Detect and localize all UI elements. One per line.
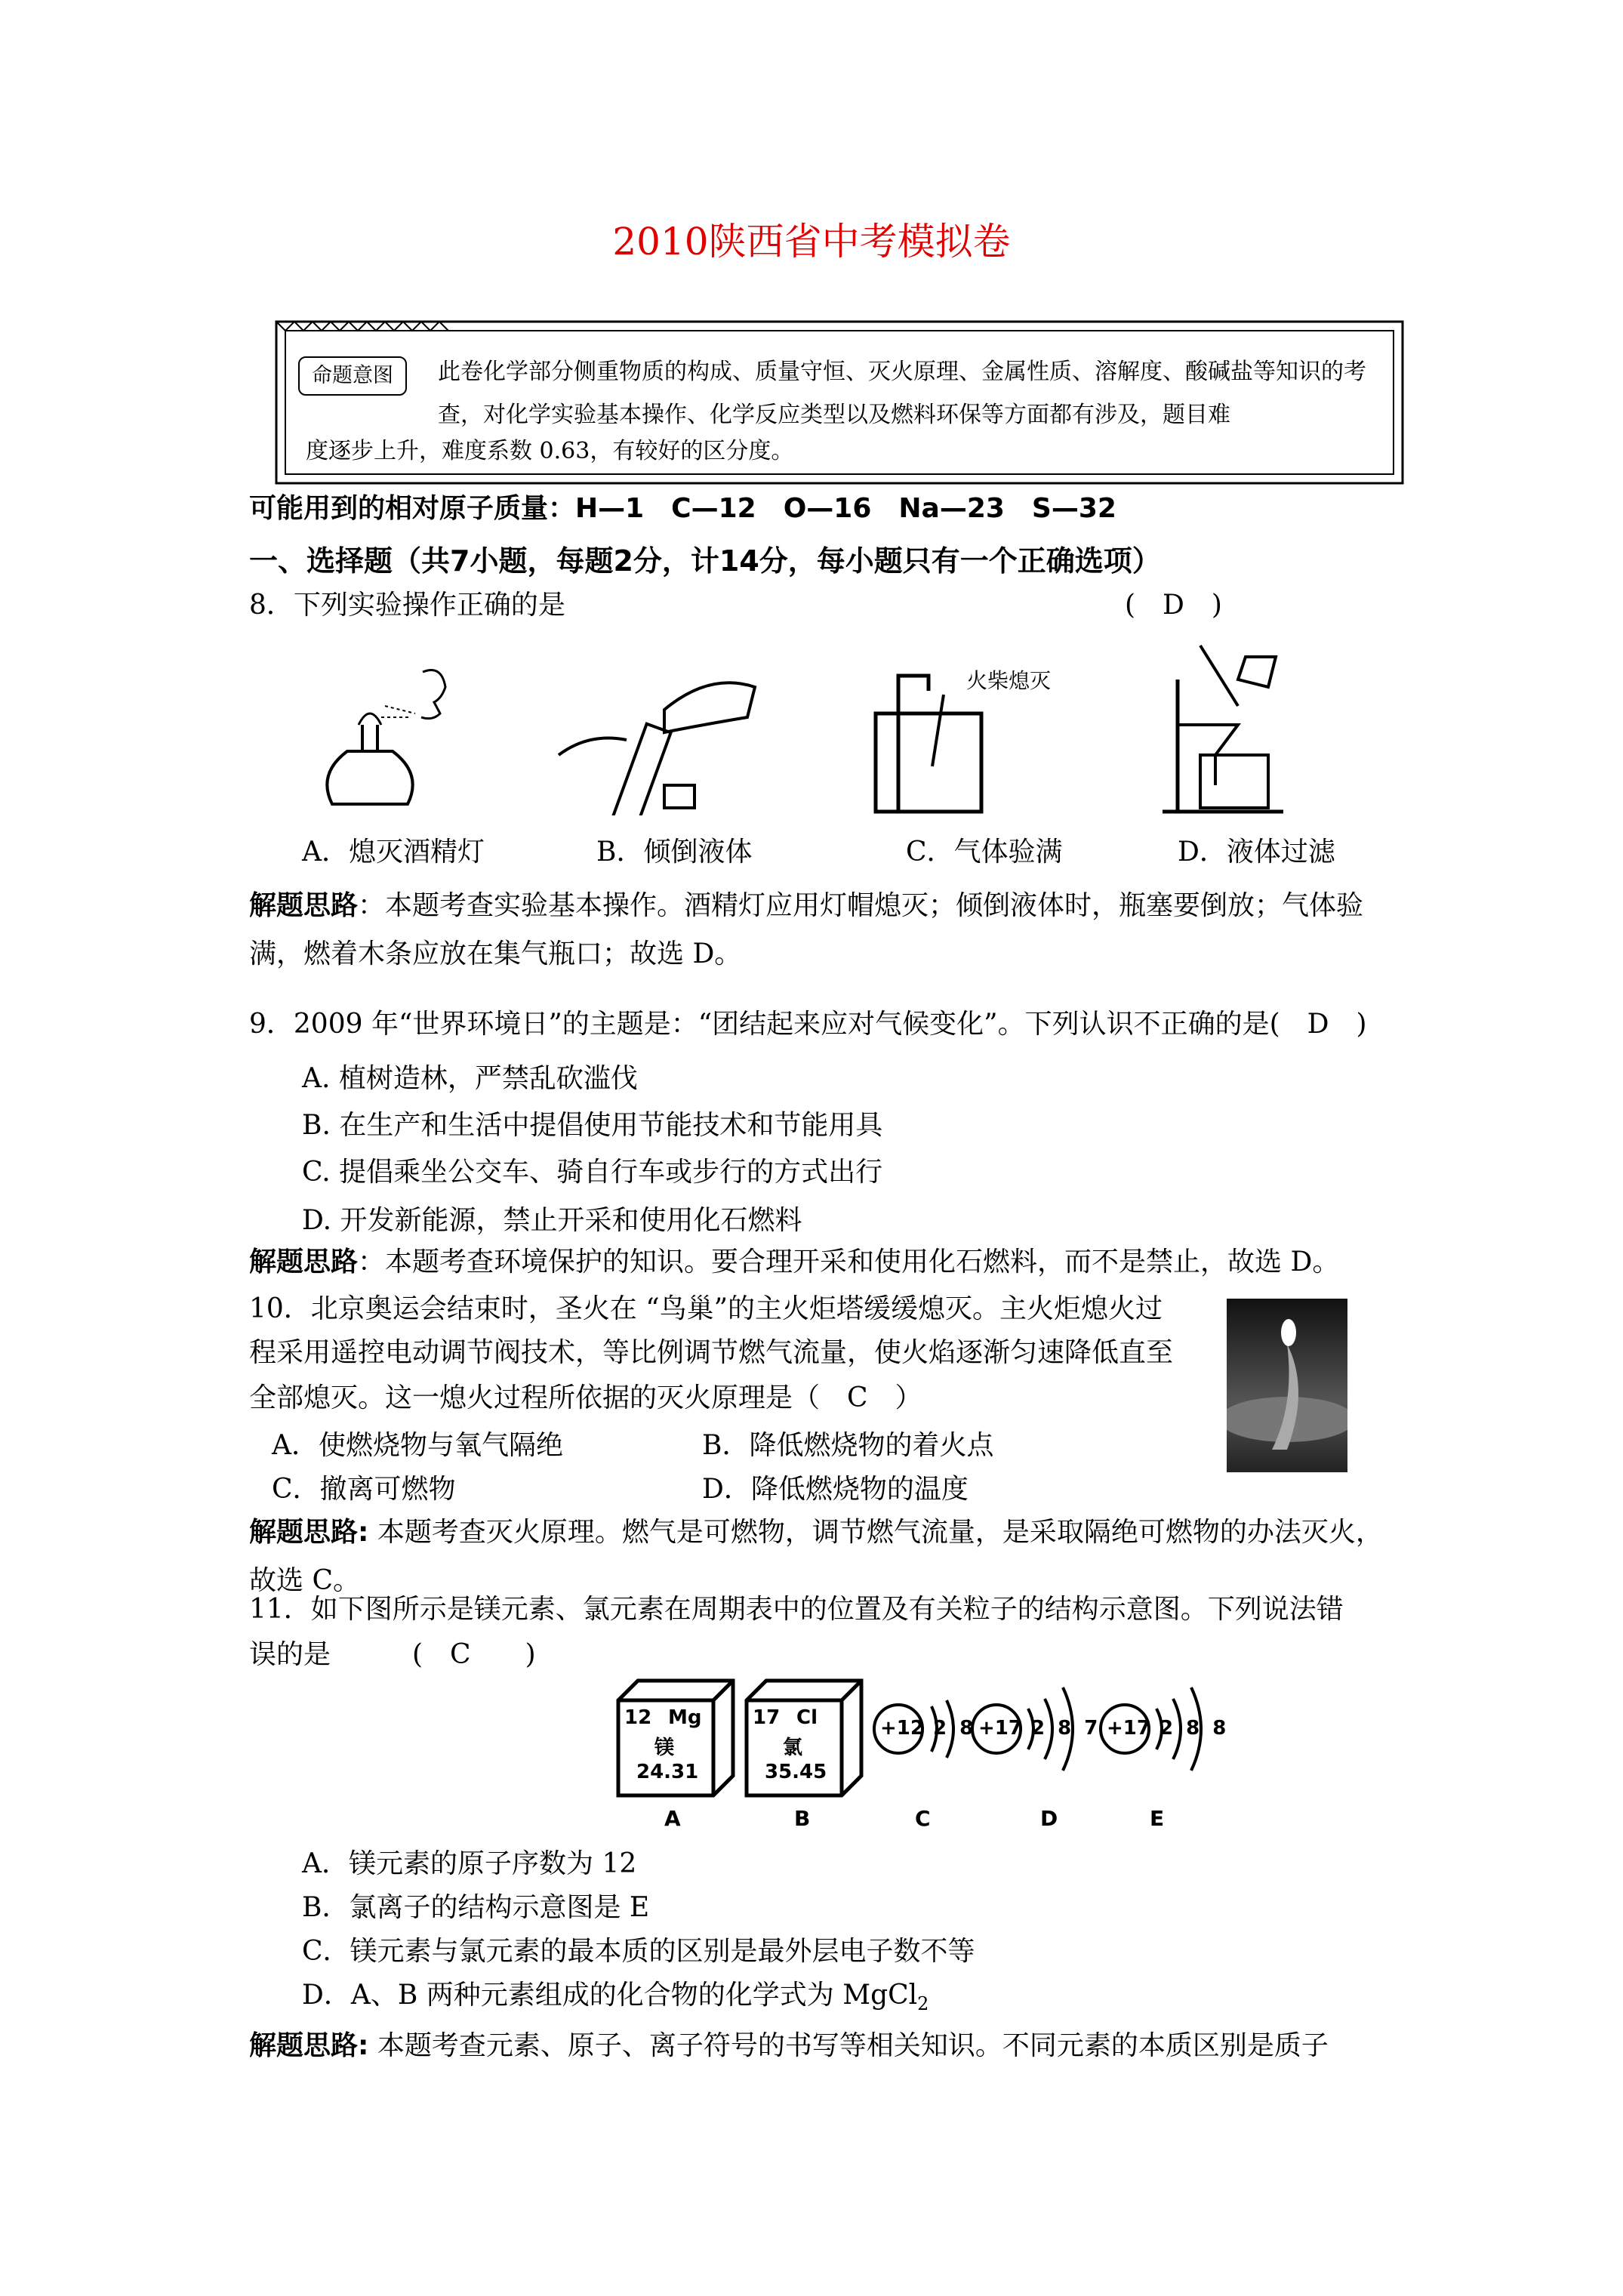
q8-solution-label: 解题思路 bbox=[249, 890, 359, 921]
q8-stem: 8．下列实验操作正确的是 bbox=[249, 590, 565, 621]
q9-solution-label: 解题思路 bbox=[249, 1247, 359, 1277]
pour-liquid-figure bbox=[544, 664, 770, 815]
q9-option-c: C. 提倡乘坐公交车、骑自行车或步行的方式出行 bbox=[302, 1157, 883, 1188]
q11-solution bbox=[249, 2029, 1329, 2063]
q8-option-c: C．气体验满 bbox=[906, 837, 1063, 868]
alcohol-lamp-figure bbox=[310, 653, 468, 819]
q11-option-b: B．氯离子的结构示意图是 E bbox=[302, 1892, 650, 1923]
atom-c-nucleus: +12 bbox=[880, 1717, 924, 1740]
section-heading: 一、选择题（共7小题，每题2分，计14分，每小题只有一个正确选项） bbox=[249, 544, 1161, 578]
mg-name: 镁 bbox=[654, 1737, 675, 1759]
q9-option-a: A. 植树造林，严禁乱砍滥伐 bbox=[302, 1063, 638, 1094]
q10-stem-line3: 全部熄灭。这一熄火过程所依据的灭火原理是（ C ） bbox=[249, 1382, 922, 1413]
q10-option-b: B．降低燃烧物的着火点 bbox=[702, 1430, 994, 1461]
page-title: 2010陕西省中考模拟卷 bbox=[612, 220, 1011, 264]
q8-solution bbox=[249, 882, 1397, 978]
atom-c-shell-counts: 2 8 bbox=[933, 1717, 974, 1740]
q10-solution bbox=[249, 1509, 1397, 1605]
atom-d-nucleus: +17 bbox=[978, 1717, 1022, 1740]
q11-solution-label: 解题思路: bbox=[249, 2030, 369, 2061]
mg-mass: 24.31 bbox=[636, 1761, 699, 1783]
cl-number: 17 bbox=[753, 1706, 781, 1729]
q9-option-b: B. 在生产和生活中提倡使用节能技术和节能用具 bbox=[302, 1110, 883, 1141]
atom-diagram-d bbox=[966, 1672, 1098, 1786]
fig-letter-d: D bbox=[1040, 1806, 1058, 1831]
cl-name: 氯 bbox=[783, 1737, 803, 1759]
q10-option-d: D．降低燃烧物的温度 bbox=[702, 1474, 969, 1505]
q9-stem: 9．2009 年“世界环境日”的主题是：“团结起来应对气候变化”。下列认识不正确的是( D ) bbox=[249, 1009, 1367, 1040]
fig-letter-c: C bbox=[915, 1806, 931, 1831]
intent-text: 此卷化学部分侧重物质的构成、质量守恒、灭火原理、金属性质、溶解度、酸碱盐等知识的考查，对化学实验基本操作、化学反应类型以及燃料环保等方面都有涉及，题目难 bbox=[438, 359, 1366, 428]
mg-symbol: Mg bbox=[668, 1706, 702, 1729]
q8-fig-label: 火柴熄灭 bbox=[966, 668, 1052, 693]
q10-option-c: C．撤离可燃物 bbox=[272, 1474, 456, 1505]
mg-number: 12 bbox=[624, 1706, 652, 1729]
fig-letter-a: A bbox=[664, 1806, 681, 1831]
q8-option-a: A．熄灭酒精灯 bbox=[302, 837, 485, 868]
intent-label: 命题意图 bbox=[298, 356, 407, 396]
fig-letter-b: B bbox=[794, 1806, 811, 1831]
atom-e-nucleus: +17 bbox=[1107, 1717, 1150, 1740]
q9-option-d: D. 开发新能源，禁止开采和使用化石燃料 bbox=[302, 1205, 802, 1236]
filtration-figure bbox=[1147, 642, 1298, 823]
atom-e-shell-counts: 2 8 8 bbox=[1160, 1717, 1227, 1740]
q9-solution bbox=[249, 1246, 1339, 1279]
element-cell-mg bbox=[615, 1678, 736, 1798]
torch-photo bbox=[1227, 1299, 1347, 1472]
atomic-masses: 可能用到的相对原子质量：H—1 C—12 O—16 Na—23 S—32 bbox=[249, 493, 1116, 524]
element-cell-cl bbox=[744, 1678, 864, 1798]
q8-option-b: B．倾倒液体 bbox=[596, 837, 753, 868]
q8-solution-text: ：本题考查实验基本操作。酒精灯应用灯帽熄灭；倾倒液体时，瓶塞要倒放；气体验满，燃着木条应放在集气瓶口；故选 D。 bbox=[249, 890, 1364, 969]
q10-stem-line1: 10．北京奥运会结束时，圣火在 “鸟巢”的主火炬塔缓缓熄灭。主火炬熄火过 bbox=[249, 1293, 1163, 1324]
intent-text-continued: 度逐步上升，难度系数 0.63，有较好的区分度。 bbox=[306, 438, 794, 464]
q11-stem-line1: 11．如下图所示是镁元素、氯元素在周期表中的位置及有关粒子的结构示意图。下列说法错 bbox=[249, 1594, 1344, 1625]
atom-d-shell-counts: 2 8 7 bbox=[1031, 1717, 1098, 1740]
fig-letter-e: E bbox=[1150, 1806, 1165, 1831]
q11-option-a: A．镁元素的原子序数为 12 bbox=[302, 1848, 637, 1879]
q11-option-c: C．镁元素与氯元素的最本质的区别是最外层电子数不等 bbox=[302, 1936, 975, 1967]
q8-option-d: D．液体过滤 bbox=[1178, 837, 1335, 868]
q11-option-d-subscript: 2 bbox=[917, 1993, 929, 2015]
cl-mass: 35.45 bbox=[765, 1761, 827, 1783]
q11-solution-text: 本题考查元素、原子、离子符号的书写等相关知识。不同元素的本质区别是质子 bbox=[368, 2030, 1329, 2061]
cl-symbol: Cl bbox=[796, 1706, 818, 1729]
q8-answer: ( D ) bbox=[1125, 590, 1222, 621]
q9-solution-text: ：本题考查环境保护的知识。要合理开采和使用化石燃料，而不是禁止，故选 D。 bbox=[358, 1247, 1340, 1277]
q10-option-a: A．使燃烧物与氧气隔绝 bbox=[272, 1430, 563, 1461]
q10-solution-label: 解题思路: bbox=[249, 1517, 369, 1548]
q11-option-d-text: D．A、B 两种元素组成的化合物的化学式为 MgCl bbox=[302, 1980, 918, 2011]
q11-stem-line2: 误的是 ( C ) bbox=[249, 1639, 536, 1670]
atom-diagram-c bbox=[868, 1684, 974, 1774]
atom-diagram-e bbox=[1095, 1672, 1227, 1786]
q10-stem-line2: 程采用遥控电动调节阀技术，等比例调节燃气流量，使火焰逐渐匀速降低直至 bbox=[249, 1337, 1174, 1368]
q11-option-d bbox=[302, 1974, 929, 2014]
q10-solution-text: 本题考查灭火原理。燃气是可燃物，调节燃气流量，是采取隔绝可燃物的办法灭火，故选 C。 bbox=[249, 1517, 1383, 1596]
